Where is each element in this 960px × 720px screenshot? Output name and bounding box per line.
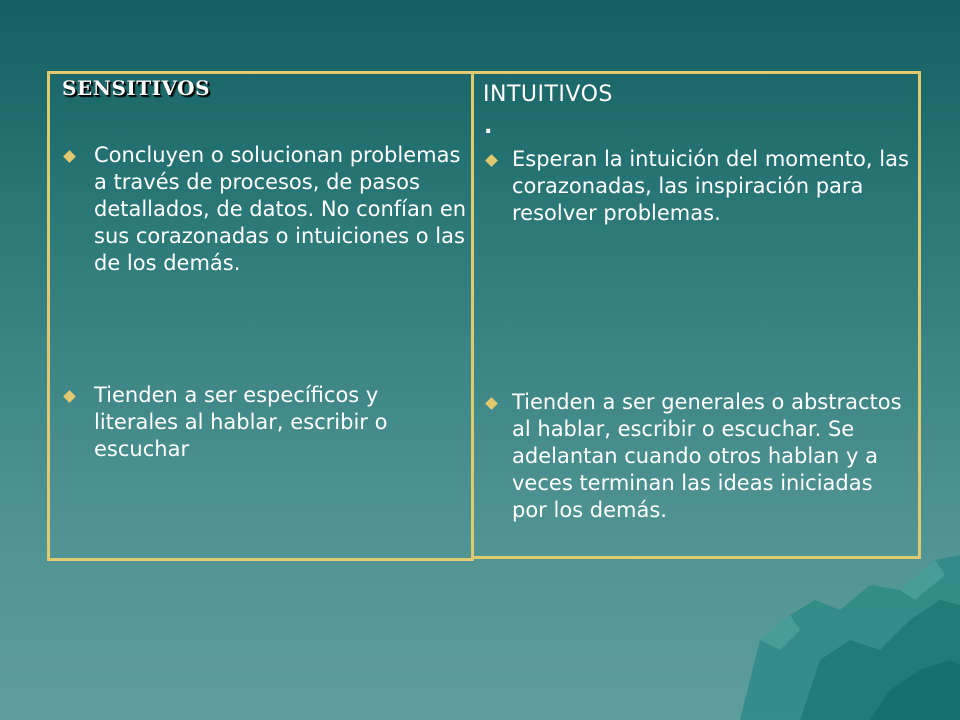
sensitivos-heading: SENSITIVOS [62, 76, 211, 100]
sensitivos-bullet-1-text: Concluyen o solucionan problemas a través de procesos, de pasos detallados, de datos. No confían en sus corazonadas o intuiciones o las de los demás. [94, 143, 467, 275]
intuitivos-bullet-2-text: Tienden a ser generales o abstractos al hablar, escribir o escuchar. Se adelantan cuando otros hablan y a veces terminan las ideas iniciadas por los demás. [512, 390, 902, 522]
intuitivos-bullet-1-text: Esperan la intuición del momento, las corazonadas, las inspiración para resolver problemas. [512, 147, 909, 225]
sensitivos-bullet-2-text: Tienden a ser específicos y literales al hablar, escribir o escuchar [94, 383, 388, 461]
intuitivos-dot: . [484, 114, 493, 139]
intuitivos-heading: INTUITIVOS [483, 82, 613, 107]
